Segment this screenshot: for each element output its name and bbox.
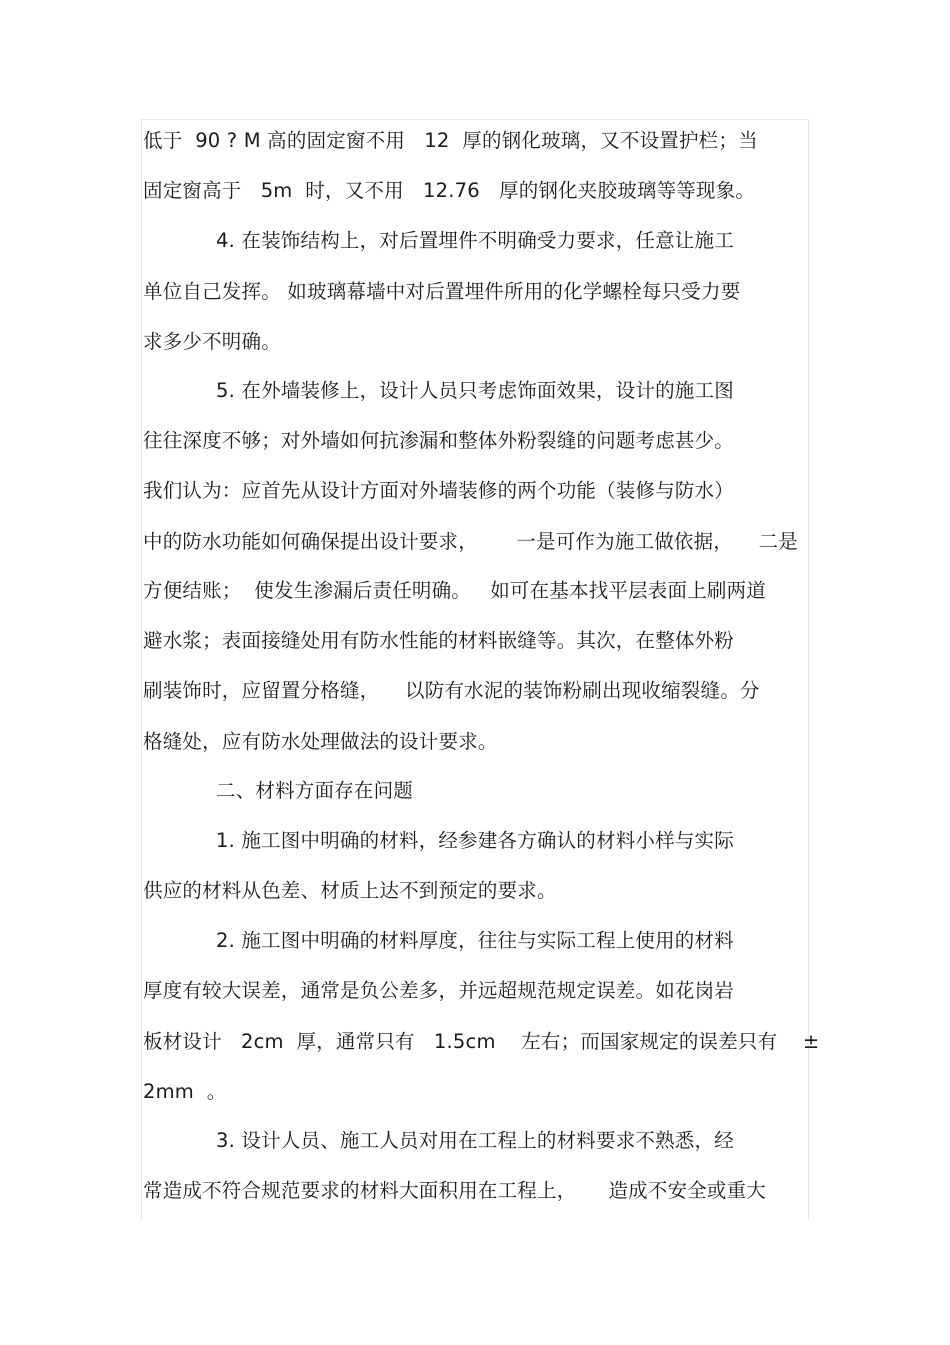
paragraph-first-line: 2. 施工图中明确的材料厚度，往往与实际工程上使用的材料 [216, 929, 734, 952]
paragraph-first-line: 1. 施工图中明确的材料，经参建各方确认的材料小样与实际 [216, 829, 734, 852]
text-line: 板材设计 2cm 厚，通常只有 1.5cm 左右；而国家规定的误差只有 ± [143, 1030, 820, 1053]
text-line: 我们认为：应首先从设计方面对外墙装修的两个功能（装修与防水） [143, 479, 735, 502]
paragraph-first-line: 3. 设计人员、施工人员对用在工程上的材料要求不熟悉，经 [216, 1129, 734, 1152]
text-line: 格缝处，应有防水处理做法的设计要求。 [143, 730, 498, 753]
paragraph-first-line: 5. 在外墙装修上，设计人员只考虑饰面效果，设计的施工图 [216, 379, 734, 402]
text-line: 固定窗高于 5m 时，又不用 12.76 厚的钢化夹胶玻璃等等现象。 [143, 179, 756, 202]
text-line: 低于 90 ? M 高的固定窗不用 12 厚的钢化玻璃，又不设置护栏；当 [143, 129, 758, 152]
text-line: 单位自己发挥。 如玻璃幕墙中对后置埋件所用的化学螺栓每只受力要 [143, 280, 741, 303]
text-line: 避水浆；表面接缝处用有防水性能的材料嵌缝等。其次，在整体外粉 [143, 629, 735, 652]
text-line: 刷装饰时，应留置分格缝， 以防有水泥的装饰粉刷出现收缩裂缝。分 [143, 679, 760, 702]
paragraph-first-line: 4. 在装饰结构上，对后置埋件不明确受力要求，任意让施工 [216, 229, 734, 252]
text-line: 供应的材料从色差、材质上达不到预定的要求。 [143, 879, 557, 902]
section-heading: 二、材料方面存在问题 [216, 779, 414, 802]
text-line: 2mm 。 [143, 1080, 227, 1103]
text-line: 方便结账； 使发生渗漏后责任明确。 如可在基本找平层表面上刷两道 [143, 579, 766, 602]
text-line: 厚度有较大误差，通常是负公差多，并远超规范规定误差。如花岗岩 [143, 979, 735, 1002]
text-line: 往往深度不够；对外墙如何抗渗漏和整体外粉裂缝的问题考虑甚少。 [143, 429, 735, 452]
text-line: 中的防水功能如何确保提出设计要求， 一是可作为施工做依据， 二是 [143, 530, 798, 553]
text-line: 常造成不符合规范要求的材料大面积用在工程上， 造成不安全或重大 [143, 1179, 766, 1202]
text-line: 求多少不明确。 [143, 330, 281, 353]
